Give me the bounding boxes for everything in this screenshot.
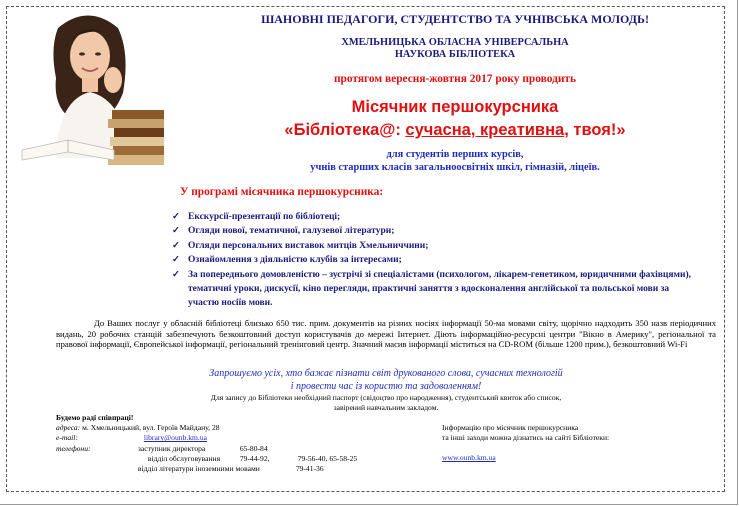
checkmark-icon: ✓ [172, 226, 180, 237]
student-with-books-photo [18, 8, 168, 168]
program-item: ✓ Екскурсії-презентації по бібліотеці; [172, 210, 692, 224]
email-line [56, 433, 456, 443]
contacts-heading: Будемо раді співпраці! [56, 413, 134, 422]
organization-line-2: НАУКОВА БІБЛІОТЕКА [394, 49, 516, 60]
address-label: адреса: [56, 423, 81, 433]
audience-line-2: учнів старших класів загальноосвітніх шкіл, гімназій, ліцеїв. [310, 162, 600, 173]
organization-line-1: ХМЕЛЬНИЦЬКА ОБЛАСНА УНІВЕРСАЛЬНА [341, 37, 569, 48]
phone-number: 65-80-84 [239, 443, 268, 453]
address-line [56, 423, 456, 433]
phone-row [56, 444, 456, 454]
website-link[interactable]: www.ounb.km.ua [442, 453, 496, 463]
checkmark-icon: ✓ [172, 240, 180, 251]
program-list [172, 210, 692, 311]
registration-note [56, 393, 716, 413]
organization-name [175, 37, 735, 61]
invitation-line-1: Запрошуємо усіх, хто бажає пізнати світ друкованого слова, сучасних технологій [209, 368, 563, 379]
audience [175, 148, 735, 174]
event-title: Місячник першокурсника [351, 98, 559, 116]
website-info-line-2: та інші заходи можна дізнатись на сайті Бібліотеки: [442, 433, 610, 443]
email-link[interactable]: library@ounb.km.ua [143, 433, 207, 443]
event-name-suffix: , твоя!» [564, 121, 626, 139]
checkmark-icon: ✓ [172, 255, 180, 266]
email-label: e-mail: [56, 433, 78, 443]
program-item: ✓ Огляди персональних виставок митців Хмельниччини; [172, 239, 692, 253]
event-period: протягом вересня-жовтня 2017 року проводить [333, 73, 577, 85]
phone-row [56, 454, 456, 464]
phones-label: телефони: [56, 443, 91, 453]
program-item: ✓ За попереднього домовленістю – зустрічі зі спеціалістами (психологом, лікарем-генетиком, юридичними фахівцями), тематичні уроки, дискусії, кіно перегляди, практичні заняття з вдосконалення англійської та польської мови за участю носіїв мови. [172, 269, 692, 309]
address-value: м. Хмельницький, вул. Героїв Майдану, 28 [82, 423, 220, 433]
invitation-line-2: і провести час із користю та задоволенням! [290, 380, 482, 392]
website-info [442, 423, 722, 464]
library-description: До Ваших послуг у обласній бібліотеці близько 650 тис. прим. документів на різних носіях інформації 50-ма мовами світу, щорічно надходить 350 назв періодичних видань, 20 робочих станцій забезпечують безкоштовний доступ користувачів до мережі Інтернет. Діють інформаційно-ресурсні центри "Вікно в Америку", регіональної та правової інформації, Європейської інформації, регіональний тренінговий центр. Значний масив інформації міститься на CD-ROM (більше 1200 прим.), безкоштовний Wi-Fi [56, 318, 716, 350]
contacts-block [56, 413, 456, 474]
phone-number-extra: 79-56-40, 65-58-25 [297, 453, 358, 463]
greeting-heading: ШАНОВНІ ПЕДАГОГИ, СТУДЕНТСТВО ТА УЧНІВСЬКА МОЛОДЬ! [261, 12, 649, 26]
checkmark-icon: ✓ [172, 269, 180, 280]
phone-dept: відділ обслуговування [147, 453, 221, 463]
invitation [56, 368, 716, 393]
event-name [175, 121, 735, 140]
phone-number: 79-44-92, [239, 453, 270, 463]
phone-dept: відділ літератури іноземними мовами [137, 464, 260, 474]
program-item: ✓ Ознайомлення з діяльністю клубів за інтересами; [172, 253, 692, 267]
event-name-prefix: «Бібліотека@: [284, 121, 406, 139]
phone-row [56, 464, 456, 474]
phone-dept: заступник директора [137, 443, 206, 453]
phone-number: 79-41-36 [295, 464, 324, 474]
checkmark-icon: ✓ [172, 212, 180, 222]
event-name-underlined: сучасна, креативна [405, 121, 565, 139]
audience-line-1: для студентів перших курсів, [386, 149, 524, 160]
registration-line-1: Для запису до Бібліотеки необхідний паспорт (свідоцтво про народження), студентський квиток або список, [210, 393, 562, 402]
website-info-line-1: Інформацію про місячник першокурсника [442, 423, 579, 432]
program-item: ✓ Огляди нової, тематичної, галузевої літератури; [172, 224, 692, 238]
registration-line-2: завірений навчальним закладом. [333, 403, 439, 413]
program-heading: У програмі місячника першокурсника: [180, 186, 384, 198]
